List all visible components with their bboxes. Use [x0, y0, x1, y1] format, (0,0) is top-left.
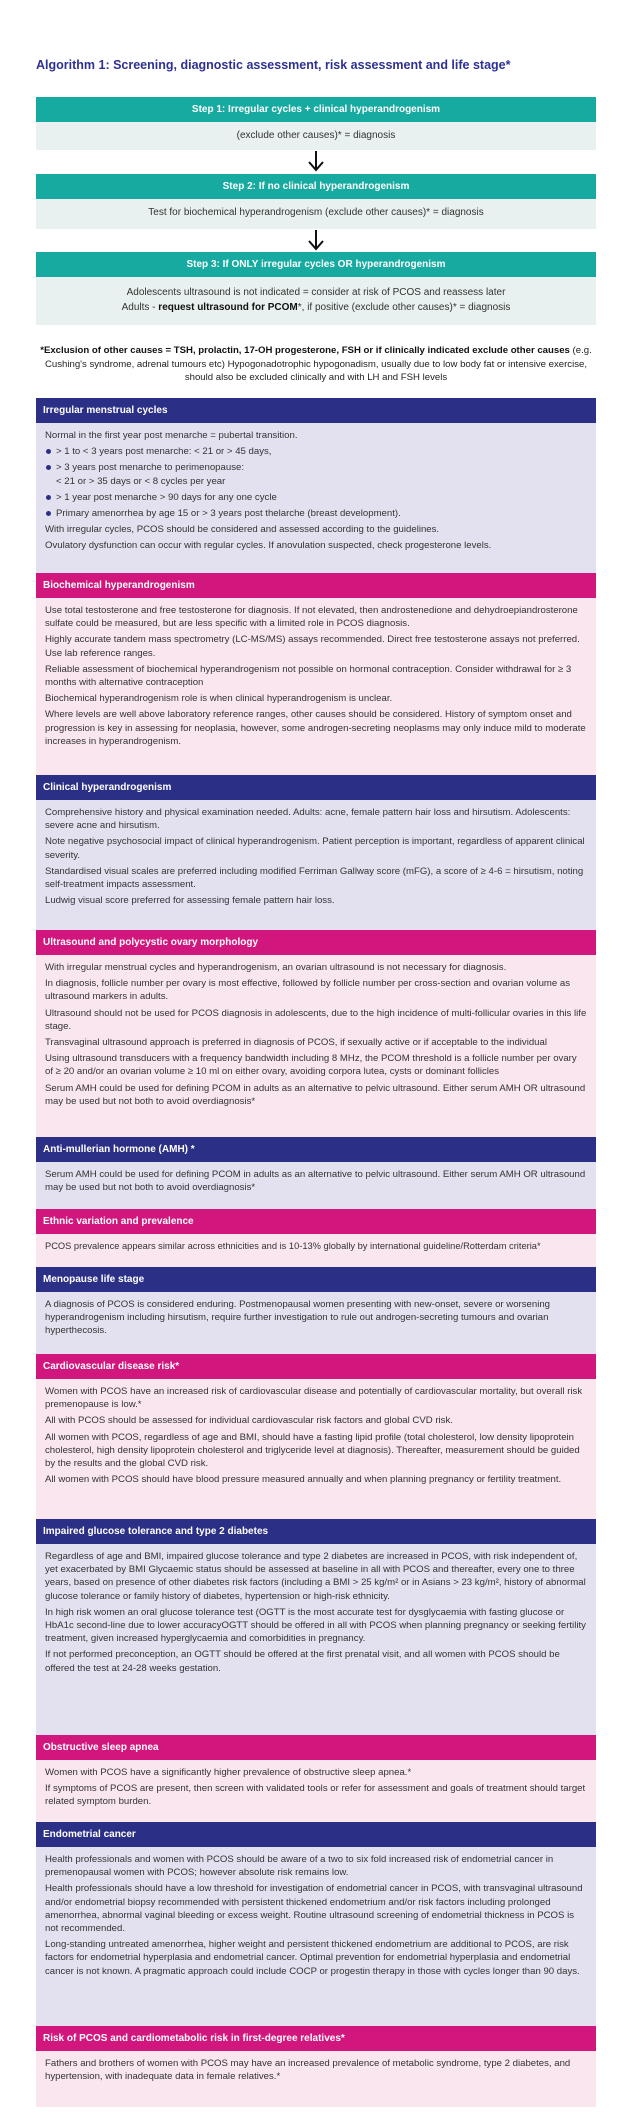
step1-body: (exclude other causes)* = diagnosis	[36, 122, 596, 150]
section-body: Normal in the first year post menarche = pubertal transition. > 1 to < 3 years post menarche: < 21 or > 45 days, > 3 years post menarche to perimenopause: < 21 or > 35 days or < 8 cycles per year > 1 year post menarche > 90 days for any one cycle Primary amenorrhea by age 15 or > 3 years post thelarche (breast development). With irregular cycles, PCOS should be considered and assessed according to the guidelines. Ovulatory dysfunction can occur with regular cycles. If anovulation suspected, check progesterone levels.	[36, 423, 596, 579]
step3-header: Step 3: If ONLY irregular cycles OR hyperandrogenism	[36, 252, 596, 277]
section-biochemical-hyperandrogenism	[36, 573, 596, 770]
section-body: With irregular menstrual cycles and hyperandrogenism, an ovarian ultrasound is not necessary for diagnosis. In diagnosis, follicle number per ovary is most effective, followed by follicle number per cross-section and ovarian volume as ultrasound markers in adults. Ultrasound should not be used for PCOS diagnosis in adolescents, due to the high incidence of multi-follicular ovaries in this life stage. Transvaginal ultrasound approach is preferred in diagnosis of PCOS, if sexually active or if acceptable to the individual Using ultrasound transducers with a frequency bandwidth including 8 MHz, the PCOM threshold is a follicle number per ovary of ≥ 20 and/or an ovarian volume ≥ 10 ml on either ovary, avoiding corpora lutea, cysts or dominant follicles Serum AMH could be used for defining PCOM in adults as an alternative to pelvic ultrasound. Either serum AMH OR ultrasound may be used but not both to avoid overdiagnosis*	[36, 955, 596, 1144]
section-body: Women with PCOS have a significantly higher prevalence of obstructive sleep apnea.* If symptoms of PCOS are present, then screen with validated tools or refer for assessment and goals of treatment should target related symptom burden.	[36, 1760, 596, 1829]
section-body: Fathers and brothers of women with PCOS may have an increased prevalence of metabolic syndrome, type 2 diabetes, and hypertension, with inadequate data in female relatives.*	[36, 2051, 596, 2107]
list-item: > 3 years post menarche to perimenopause:	[45, 461, 587, 474]
step2-body: Test for biochemical hyperandrogenism (exclude other causes)* = diagnosis	[36, 199, 596, 229]
section-header: Irregular menstrual cycles	[36, 398, 596, 423]
page-title: Algorithm 1: Screening, diagnostic assessment, risk assessment and life stage*	[36, 58, 511, 72]
section-irregular-cycles	[36, 398, 596, 568]
step3-adults: Adults - request ultrasound for PCOM*, if positive (exclude other causes)* = diagnosis	[121, 302, 511, 313]
step2-header: Step 2: If no clinical hyperandrogenism	[36, 174, 596, 199]
section-first-degree-relatives	[36, 2026, 596, 2096]
step3-adolescents: Adolescents ultrasound is not indicated = consider at risk of PCOS and reassess later	[126, 287, 506, 298]
section-ultrasound-pcom	[36, 930, 596, 1133]
list-item-cont: < 21 or > 35 days or < 8 cycles per year	[56, 475, 226, 487]
section-body: Serum AMH could be used for defining PCOM in adults as an alternative to pelvic ultrasound. Either serum AMH OR ultrasound may be used but not both to avoid overdiagnosis*	[36, 1162, 596, 1215]
section-header: Clinical hyperandrogenism	[36, 775, 596, 800]
arrow-down-icon	[306, 150, 326, 172]
section-endometrial-cancer	[36, 1822, 596, 2021]
section-body: PCOS prevalence appears similar across ethnicities and is 10-13% globally by international guideline/Rotterdam criteria*	[36, 1234, 596, 1274]
section-menopause	[36, 1267, 596, 1349]
section-body: Use total testosterone and free testosterone for diagnosis. If not elevated, then androstenedione and dehydroepiandrosterone sulfate could be measured, but are less specific with a limited role in PCOS diagnosis. Highly accurate tandem mass spectrometry (LC-MS/MS) assays recommended. Direct free testosterone assays not preferred. Use lab reference ranges. Reliable assessment of biochemical hyperandrogenism not possible on hormonal contraception. Consider withdrawal for ≥ 3 months with alternative contraception Biochemical hyperandrogenism role is when clinical hyperandrogenism is unclear. Where levels are well above laboratory reference ranges, other causes should be considered. History of symptom onset and progression is key in assessing for neoplasia, however, some androgen-secreting neoplasms may only induce mild to moderate increases in hyperandrogenism.	[36, 598, 596, 781]
section-header: Biochemical hyperandrogenism	[36, 573, 596, 598]
section-header: Ethnic variation and prevalence	[36, 1209, 596, 1234]
list-item: > 1 to < 3 years post menarche: < 21 or > 45 days,	[45, 445, 587, 458]
section-body: Regardless of age and BMI, impaired glucose tolerance and type 2 diabetes are increased in PCOS, with risk independent of, yet exacerbated by BMI Glycaemic status should be assessed at baseline in all with PCOS and thereafter, every one to three years, based on presence of other diabetes risk factors (including a BMI > 25 kg/m² or in Asians > 23 kg/m², history of abnormal glucose tolerance or family history of diabetes, hypertension or high-risk ethnicity. In high risk women an oral glucose tolerance test (OGTT is the most accurate test for dysglycaemia with fasting glucose or HbA1c second-line due to lower accuracyOGTT should be offered in all with PCOS when planning pregnancy or seeking fertility treatment, given increased hyperglycaemia and comorbidities in pregnancy. If not performed preconception, an OGTT should be offered at the first prenatal visit, and all women with PCOS should be offered the test at 24-28 weeks gestation.	[36, 1544, 596, 1741]
section-body: A diagnosis of PCOS is considered enduring. Postmenopausal women presenting with new-onset, severe or worsening hyperandrogenism including hirsutism, require further investigation to rule out androgen-secreting tumours and ovarian hyperthecosis.	[36, 1292, 596, 1360]
section-header: Obstructive sleep apnea	[36, 1735, 596, 1760]
section-header: Risk of PCOS and cardiometabolic risk in first-degree relatives*	[36, 2026, 596, 2051]
section-header: Menopause life stage	[36, 1267, 596, 1292]
list-item: > 1 year post menarche > 90 days for any one cycle	[45, 491, 587, 504]
exclusion-note: *Exclusion of other causes = TSH, prolactin, 17-OH progesterone, FSH or if clinically indicated exclude other causes (e.g. Cushing's syndrome, adrenal tumours etc) Hypogonadotrophic hypogonadism, usually due to low body fat or intensive exercise, should also be excluded clinically and with LH and FSH levels	[40, 345, 592, 383]
section-body: Women with PCOS have an increased risk of cardiovascular disease and potentially of cardiovascular mortality, but overall risk premenopause is low.* All with PCOS should be assessed for individual cardiovascular risk factors and global CVD risk. All women with PCOS, regardless of age and BMI, should have a fasting lipid profile (total cholesterol, low density lipoprotein cholesterol, high density lipoprotein cholesterol and triglyceride level at diagnosis). Thereafter, measurement should be guided by the results and the global CVD risk. All women with PCOS should have blood pressure measured annually and when planning pregnancy or fertility treatment.	[36, 1379, 596, 1526]
list-item: Primary amenorrhea by age 15 or > 3 years post thelarche (breast development).	[45, 507, 587, 520]
step1-header: Step 1: Irregular cycles + clinical hyperandrogenism	[36, 97, 596, 122]
section-clinical-hyperandrogenism	[36, 775, 596, 925]
section-header: Impaired glucose tolerance and type 2 diabetes	[36, 1519, 596, 1544]
section-glucose-tolerance	[36, 1519, 596, 1730]
section-amh	[36, 1137, 596, 1204]
section-header: Endometrial cancer	[36, 1822, 596, 1847]
step3-body	[36, 277, 596, 325]
arrow-down-icon	[306, 229, 326, 251]
section-sleep-apnea	[36, 1735, 596, 1818]
section-header: Anti-mullerian hormone (AMH) *	[36, 1137, 596, 1162]
section-header: Cardiovascular disease risk*	[36, 1354, 596, 1379]
section-body: Health professionals and women with PCOS should be aware of a two to six fold increased risk of endometrial cancer in premenopausal women with PCOS; however absolute risk remains low. Health professionals should have a low threshold for investigation of endometrial cancer in PCOS, with transvaginal ultrasound and/or endometrial biopsy recommended with persistent thickened endometrium and/or risk factors including prolonged amenorrhea, abnormal vaginal bleeding or excess weight. Routine ultrasound screening of endometrial thickness in PCOS is not recommended. Long-standing untreated amenorrhea, higher weight and persistent thickened endometrium are additional to PCOS, are risk factors for endometrial hyperplasia and endometrial cancer. Optimal prevention for endometrial hyperplasia and endometrial cancer is not known. A pragmatic approach could include COCP or progestin therapy in those with cycles longer than 90 days.	[36, 1847, 596, 2032]
section-ethnic-variation	[36, 1209, 596, 1263]
section-cardiovascular-risk	[36, 1354, 596, 1515]
section-header: Ultrasound and polycystic ovary morphology	[36, 930, 596, 955]
section-body: Comprehensive history and physical examination needed. Adults: acne, female pattern hair loss and hirsutism. Adolescents: severe acne and hirsutism. Note negative psychosocial impact of clinical hyperandrogenism. Patient perception is important, regardless of apparent clinical severity. Standardised visual scales are preferred including modified Ferriman Gallway score (mFG), a score of ≥ 4-6 = hirsutism, noting self-treatment impacts assessment. Ludwig visual score preferred for assessing female pattern hair loss.	[36, 800, 596, 936]
